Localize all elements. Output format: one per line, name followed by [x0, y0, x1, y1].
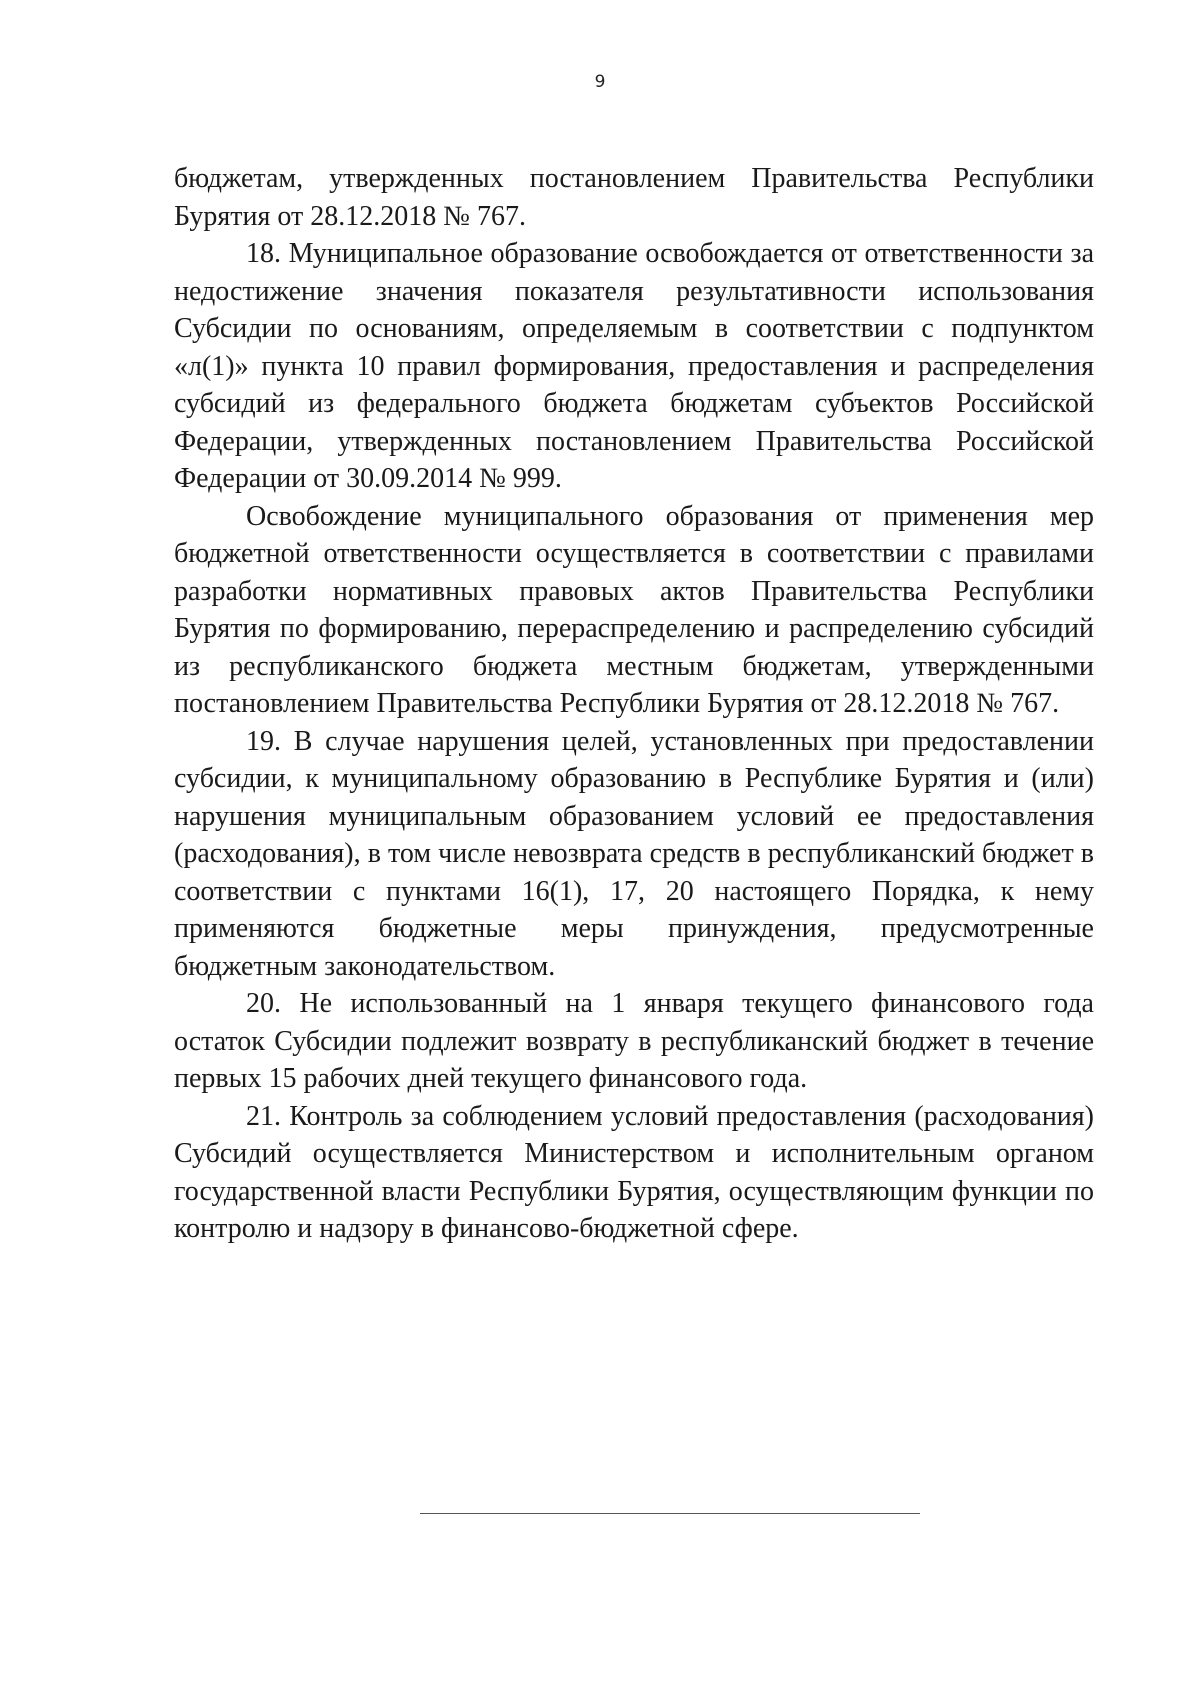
- paragraph-item-19: 19. В случае нарушения целей, установленных при предоставлении субсидии, к муниципальному образованию в Республике Бурятия и (или) нарушения муниципальным образованием условий ее предоставления (расходования), в том числе невозврата средств в республиканский бюджет в соответствии с пунктами 16(1), 17, 20 настоящего Порядка, к нему применяются бюджетные меры принуждения, предусмотренные бюджетным законодательством.: [174, 725, 1094, 982]
- paragraph-exemption: Освобождение муниципального образования от применения мер бюджетной ответственности осуществляется в соответствии с правилами разработки нормативных правовых актов Правительства Республики Бурятия по формированию, перераспределению и распределению субсидий из республиканского бюджета местным бюджетам, утвержденными постановлением Правительства Республики Бурятия от 28.12.2018 № 767.: [174, 500, 1094, 719]
- footer-divider: [420, 1513, 920, 1514]
- paragraph-continuation: бюджетам, утвержденных постановлением Правительства Республики Бурятия от 28.12.2018 № 767.: [174, 163, 1094, 232]
- document-body: [174, 160, 1094, 1248]
- page-number: 9: [594, 72, 606, 92]
- paragraph-item-20: 20. Не использованный на 1 января текущего финансового года остаток Субсидии подлежит возврату в республиканский бюджет в течение первых 15 рабочих дней текущего финансового года.: [174, 988, 1094, 1094]
- paragraph-item-21: 21. Контроль за соблюдением условий предоставления (расходования) Субсидий осуществляется Министерством и исполнительным органом государственной власти Республики Бурятия, осуществляющим функции по контролю и надзору в финансово-бюджетной сфере.: [174, 1100, 1094, 1244]
- paragraph-item-18: 18. Муниципальное образование освобождается от ответственности за недостижение значения показателя результативности использования Субсидии по основаниям, определяемым в соответствии с подпунктом «л(1)» пункта 10 правил формирования, предоставления и распределения субсидий из федерального бюджета бюджетам субъектов Российской Федерации, утвержденных постановлением Правительства Российской Федерации от 30.09.2014 № 999.: [174, 238, 1094, 494]
